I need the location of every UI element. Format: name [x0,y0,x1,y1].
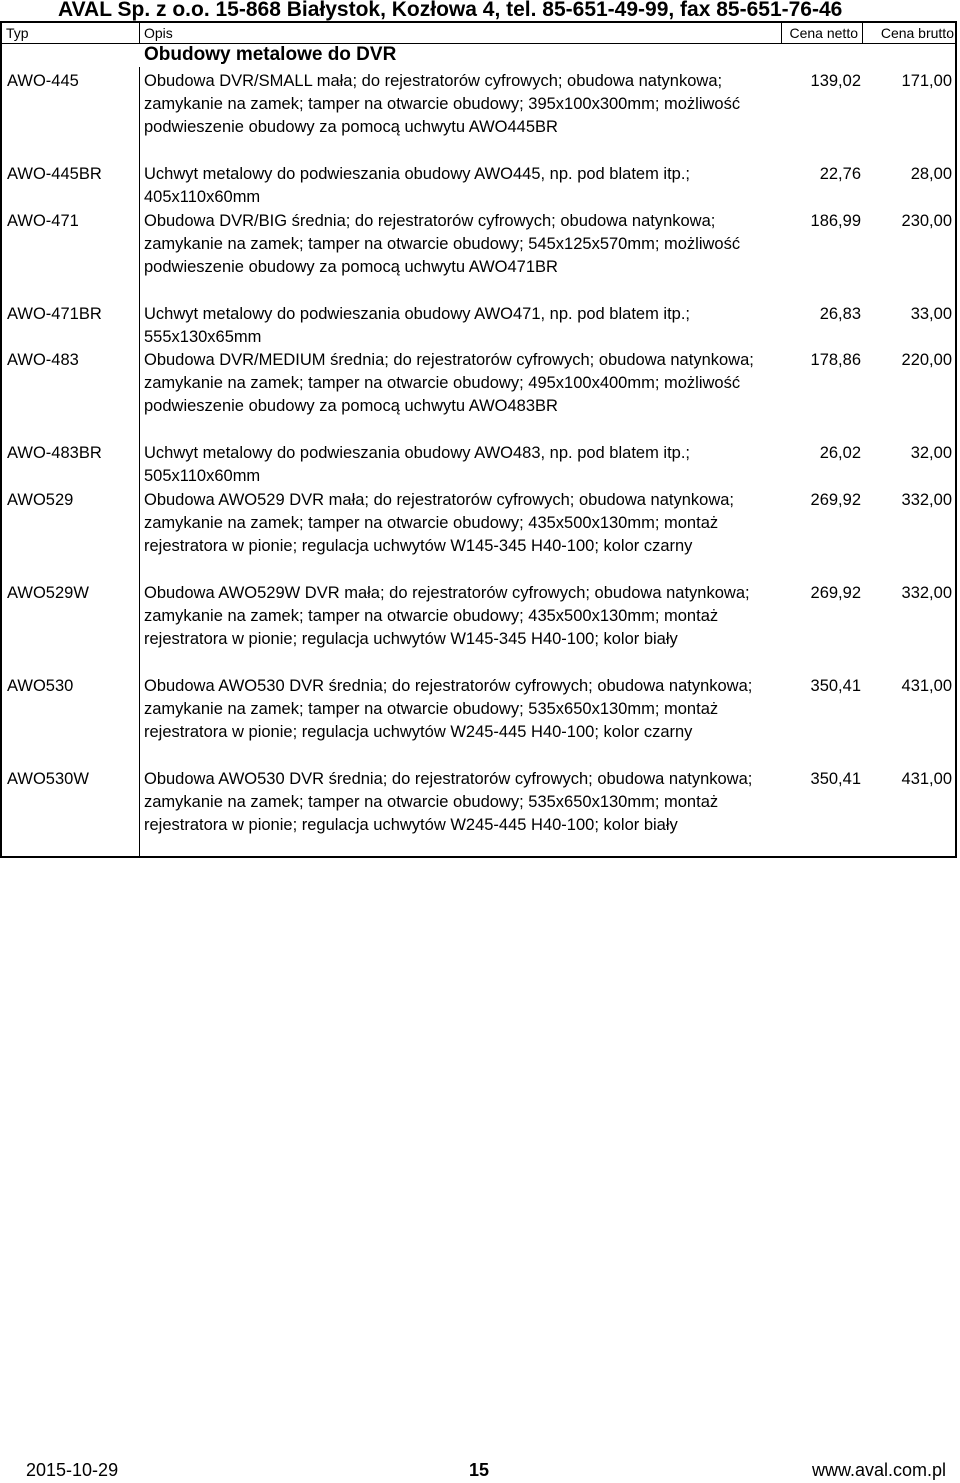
net-price: 350,41 [810,770,861,788]
product-description: Obudowa AWO529W DVR mała; do rejestratorów cyfrowych; obudowa natynkowa; zamykanie na zamek; tamper na otwarcie obudowy; 435x500x130mm; montaż rejestratora w pionie; regulacja uchwytów W145-345 H40-100; kolor biały [144,584,750,649]
gross-price: 28,00 [910,165,952,183]
net-price: 22,76 [819,165,861,183]
gross-price: 431,00 [901,770,952,788]
product-description: Uchwyt metalowy do podwieszania obudowy AWO483, np. pod blatem itp.; 505x110x60mm [144,444,691,486]
page-number: 15 [469,1460,490,1480]
net-price: 26,02 [819,444,861,462]
product-code: AWO530W [7,770,89,788]
product-code: AWO-445 [7,72,79,90]
page-footer [0,1456,960,1483]
product-description: Obudowa DVR/MEDIUM średnia; do rejestratorów cyfrowych; obudowa natynkowa; zamykanie na zamek; tamper na otwarcie obudowy; 495x100x400mm; możliwość podwieszenie obudowy za pomocą uchwytu AWO483BR [144,351,754,416]
website-link[interactable]: www.aval.com.pl [811,1460,946,1480]
company-title: AVAL Sp. z o.o. 15-868 Białystok, Kozłowa 4, tel. 85-651-49-99, fax 85-651-76-46 [58,0,843,21]
gross-price: 33,00 [910,305,952,323]
product-code: AWO-445BR [7,165,102,183]
column-header-typ: Typ [6,25,29,41]
net-price: 26,83 [819,305,861,323]
net-price: 139,02 [810,72,861,90]
product-description: Uchwyt metalowy do podwieszania obudowy AWO445, np. pod blatem itp.; 405x110x60mm [144,165,691,207]
section-title: Obudowy metalowe do DVR [144,44,397,65]
product-code: AWO-483 [7,351,79,369]
column-divider [139,67,140,857]
product-code: AWO529 [7,491,74,509]
column-header-cena-brutto: Cena brutto [880,25,954,41]
gross-price: 431,00 [901,677,952,695]
product-code: AWO530 [7,677,74,695]
net-price: 269,92 [810,584,861,602]
gross-price: 32,00 [910,444,952,462]
column-header-opis: Opis [144,25,173,41]
gross-price: 332,00 [901,584,952,602]
price-table [0,21,957,858]
product-code: AWO-471 [7,212,79,230]
footer-date: 2015-10-29 [26,1460,119,1480]
product-description: Obudowa DVR/SMALL mała; do rejestratorów cyfrowych; obudowa natynkowa; zamykanie na zamek; tamper na otwarcie obudowy; 395x100x300mm; możliwość podwieszenie obudowy za pomocą uchwytu AWO445BR [144,72,741,137]
gross-price: 171,00 [901,72,952,90]
column-header-cena-netto: Cena netto [789,25,858,41]
gross-price: 332,00 [901,491,952,509]
net-price: 350,41 [810,677,861,695]
product-description: Obudowa DVR/BIG średnia; do rejestratorów cyfrowych; obudowa natynkowa; zamykanie na zamek; tamper na otwarcie obudowy; 545x125x570mm; możliwość podwieszenie obudowy za pomocą uchwytu AWO471BR [144,212,741,277]
company-header [0,0,960,22]
product-description: Obudowa AWO530 DVR średnia; do rejestratorów cyfrowych; obudowa natynkowa; zamykanie na zamek; tamper na otwarcie obudowy; 535x650x130mm; montaż rejestratora w pionie; regulacja uchwytów W245-445 H40-100; kolor biały [144,770,753,835]
product-code: AWO-471BR [7,305,102,323]
product-description: Obudowa AWO529 DVR mała; do rejestratorów cyfrowych; obudowa natynkowa; zamykanie na zamek; tamper na otwarcie obudowy; 435x500x130mm; montaż rejestratora w pionie; regulacja uchwytów W145-345 H40-100; kolor czarny [144,491,735,556]
net-price: 178,86 [810,351,861,369]
net-price: 186,99 [810,212,861,230]
product-description: Obudowa AWO530 DVR średnia; do rejestratorów cyfrowych; obudowa natynkowa; zamykanie na zamek; tamper na otwarcie obudowy; 535x650x130mm; montaż rejestratora w pionie; regulacja uchwytów W245-445 H40-100; kolor czarny [144,677,753,742]
product-code: AWO-483BR [7,444,102,462]
net-price: 269,92 [810,491,861,509]
gross-price: 220,00 [901,351,952,369]
product-code: AWO529W [7,584,89,602]
gross-price: 230,00 [901,212,952,230]
product-description: Uchwyt metalowy do podwieszania obudowy AWO471, np. pod blatem itp.; 555x130x65mm [144,305,691,347]
